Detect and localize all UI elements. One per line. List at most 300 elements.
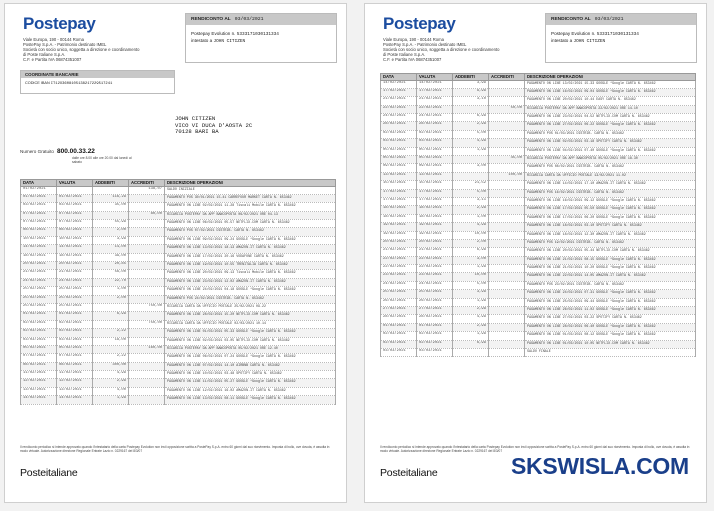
table-row <box>381 323 696 331</box>
transactions-table: DATA VALUTA ADDEBITI ACCREDITI DESCRIZIONE OPERAZIONI 14/02/2021 14/02/2021 3,99 PAGAMENTO ON LINE 13/02/2021 15.33 GOOGLE *Google CARTA N. 653462 17/02/2021 17/02/2021 9,99 PAGAMENTO ON LINE 16/02/2021 09.04 GOOGLE *Google CARTA N. 653462 21/02/2021 21/02/2021 3,10 PAGAMENTO ON LINE 20/02/2021 10.44 EASY CARTA N. 653462 22/02/2021 22/02/2021 50,00 RICARICA POSTEPAY DA APP BANCOPOSTA 22/02/2021 ORE 14.10 24/02/2021 24/02/2021 6,99 PAGAMENTO ON LINE 23/02/2021 04.52 NETFLIX.COM CARTA N. 653462 28/02/2021 28/02/2021 2,99 PAGAMENTO ON LINE 27/02/2021 06.22 GOOGLE *Google CARTA N. 653462 02/03/2021 02/03/2021 5,00 PAGAMENTO POS 01/03/2021 DISTRIB. CARTA N. 653462 03/03/2021 03/03/2021 4,99 PAGAMENTO ON LINE 02/03/2021 03.18 SPOTIFY CARTA N. 653462 05/02/2021 05/02/2021 1,99 PAGAMENTO ON LINE 04/02/2021 07.40 GOOGLE *Google CARTA N. 653462 05/02/2021 05/02/2021 45,00 RICARICA POSTEPAY DA APP BANCOPOSTA 05/02/2021 ORE 18.30 09/02/2021 09/02/2021 3,00 PAGAMENTO POS 08/02/2021 DISTRIB. CARTA N. 653462 13/02/2021 13/02/2021 100,00 RICARICA CARTA DA UFFICIO POSTALE 13/02/2021 11.02 15/02/2021 15/02/2021 21,52 PAGAMENTO ON LINE 14/02/2021 17.10 AMAZON.IT CARTA N. 653462 17/02/2021 17/02/2021 5,00 PAGAMENTO POS 16/02/2021 DISTRIB. CARTA N. 653462 17/02/2021 17/02/2021 3,11 PAGAMENTO ON LINE 16/02/2021 09.12 GOOGLE *Google CARTA N. 653462 18/02/2021 18/02/2021 2,99 PAGAMENTO ON LINE 17/02/2021 05.50 GOOGLE *Google CARTA N. 653462 18/02/2021 18/02/2021 1,00 PAGAMENTO ON LINE 17/02/2021 06.20 GOOGLE *Google CARTA N. 653462 19/02/2021 19/02/2021 4,99 PAGAMENTO ON LINE 18/02/2021 03.10 SPOTIFY CARTA N. 653462 19/02/2021 19/02/2021 10,00 PAGAMENTO ON LINE 18/02/2021 12.30 AMAZON.IT CARTA N. 653462 20/02/2021 20/02/2021 2,00 PAGAMENTO POS 19/02/2021 DISTRIB. CARTA N. 653462 21/02/2021 21/02/2021 6,99 PAGAMENTO ON LINE 20/02/2021 05.44 NETFLIX.COM CARTA N. 653462 22/02/2021 22/02/2021 3,00 PAGAMENTO ON LINE 21/02/2021 08.15 GOOGLE *Google CARTA N. 653462 22/02/2021 22/02/2021 1,99 PAGAMENTO ON LINE 21/02/2021 10.20 GOOGLE *Google CARTA N. 653462 23/02/2021 23/02/2021 10,00 PAGAMENTO ON LINE 22/02/2021 14.05 AMAZON.IT CARTA N. 653462 24/02/2021 24/02/2021 5,00 PAGAMENTO POS 23/02/2021 DISTRIB. CARTA N. 653462 25/02/2021 25/02/2021 3,99 PAGAMENTO ON LINE 24/02/2021 07.31 GOOGLE *Google CARTA N. 653462 26/02/2021 26/02/2021 1,99 PAGAMENTO ON LINE 25/02/2021 09.44 GOOGLE *Google CARTA N. 653462 27/02/2021 27/02/2021 2,99 PAGAMENTO ON LINE 26/02/2021 11.02 GOOGLE *Google CARTA N. 653462 28/02/2021 28/02/2021 4,99 PAGAMENTO ON LINE 27/02/2021 03.22 SPOTIFY CARTA N. 653462 01/03/2021 01/03/2021 2,99 PAGAMENTO ON LINE 28/02/2021 06.40 GOOGLE *Google CARTA N. 653462 02/03/2021 02/03/2021 1,99 PAGAMENTO ON LINE 01/03/2021 08.12 GOOGLE *Google CARTA N. 653462 02/03/2021 02/03/2021 6,99 PAGAMENTO ON LINE 01/03/2021 10.05 NETFLIX.COM CARTA N. 653462 03/03/2021 03/03/2021 SALDO FINALE <box>380 73 696 357</box>
table-row <box>381 197 696 205</box>
value-date-cell: 19/02/2021 <box>417 223 453 231</box>
date-cell: 25/02/2021 <box>21 295 57 303</box>
description-cell: PAGAMENTO ON LINE 04/02/2021 07.40 GOOGLE *Google CARTA N. 653462 <box>525 147 696 155</box>
credit-cell <box>489 130 525 138</box>
debit-cell: 3,00 <box>453 164 489 172</box>
description-cell: PAGAMENTO ON LINE 27/02/2021 03.22 SPOTIFY CARTA N. 653462 <box>525 315 696 323</box>
value-date-cell: 24/02/2021 <box>417 114 453 122</box>
credit-cell <box>489 147 525 155</box>
value-date-cell: 05/02/2021 <box>417 156 453 164</box>
value-date-cell: 07/02/2021 <box>57 211 93 219</box>
value-date-cell: 28/02/2021 <box>417 122 453 130</box>
credit-cell <box>489 189 525 197</box>
value-date-cell: 20/02/2021 <box>417 239 453 247</box>
debit-cell: 20,85 <box>93 262 129 270</box>
table-row <box>21 211 336 219</box>
credit-cell <box>489 97 525 105</box>
table-row <box>381 114 696 122</box>
value-date-cell: 28/02/2021 <box>417 315 453 323</box>
description-cell: PAGAMENTO ON LINE 28/02/2021 06.40 GOOGLE *Google CARTA N. 653462 <box>525 323 696 331</box>
table-row <box>381 164 696 172</box>
statement-page-1 <box>4 3 347 503</box>
credit-cell <box>129 354 165 362</box>
date-cell: 21/02/2021 <box>381 97 417 105</box>
date-cell: 19/02/2021 <box>381 223 417 231</box>
debit-cell: 22,70 <box>93 278 129 286</box>
debit-cell: 4,99 <box>93 371 129 379</box>
value-date-cell: 19/02/2021 <box>417 231 453 239</box>
table-row <box>21 387 336 395</box>
table-row <box>21 329 336 337</box>
credit-cell <box>129 262 165 270</box>
date-cell: 21/02/2021 <box>21 270 57 278</box>
date-cell: 08/02/2021 <box>21 228 57 236</box>
value-date-cell: 11/02/2021 <box>57 371 93 379</box>
credit-cell <box>129 329 165 337</box>
credit-cell: 750,00 <box>129 303 165 311</box>
debit-cell <box>93 320 129 328</box>
description-cell: PAGAMENTO ON LINE 01/03/2021 10.05 NETFLIX.COM CARTA N. 653462 <box>525 340 696 348</box>
table-row <box>381 239 696 247</box>
debit-cell: 6,99 <box>453 248 489 256</box>
credit-cell <box>489 231 525 239</box>
debit-cell: 2,22 <box>93 329 129 337</box>
debit-cell: 10,00 <box>453 273 489 281</box>
value-date-cell: 02/03/2021 <box>417 130 453 138</box>
credit-cell <box>129 387 165 395</box>
credit-cell <box>489 122 525 130</box>
description-cell: PAGAMENTO ON LINE 27/02/2021 06.22 GOOGLE *Google CARTA N. 653462 <box>525 122 696 130</box>
value-date-cell: 10/02/2021 <box>57 236 93 244</box>
date-cell: 03/03/2021 <box>381 349 417 357</box>
table-row <box>381 273 696 281</box>
value-date-cell: 03/03/2021 <box>417 139 453 147</box>
credit-cell <box>489 223 525 231</box>
value-date-cell: 07/02/2021 <box>57 354 93 362</box>
table-row <box>381 340 696 348</box>
table-row <box>381 80 696 88</box>
credit-cell <box>489 340 525 348</box>
credit-cell <box>489 206 525 214</box>
date-cell: 18/02/2021 <box>381 214 417 222</box>
credit-cell <box>129 287 165 295</box>
table-row <box>21 362 336 370</box>
description-cell: RICARICA POSTEPAY DA APP BANCOPOSTA 06/02/2021 ORE 04.13 <box>165 211 336 219</box>
description-cell: PAGAMENTO ON LINE 26/02/2021 11.02 GOOGLE *Google CARTA N. 653462 <box>525 307 696 315</box>
table-row <box>21 236 336 244</box>
table-row <box>381 181 696 189</box>
credit-cell <box>489 315 525 323</box>
description-cell: PAGAMENTO ON LINE 20/02/2021 10.44 EASY CARTA N. 653462 <box>525 97 696 105</box>
table-row <box>21 203 336 211</box>
table-row <box>381 315 696 323</box>
description-cell: PAGAMENTO ON LINE 16/02/2021 09.12 GOOGLE *Google CARTA N. 653462 <box>525 197 696 205</box>
date-cell: 17/02/2021 <box>381 197 417 205</box>
value-date-cell: 22/02/2021 <box>417 105 453 113</box>
credit-cell <box>129 278 165 286</box>
table-row <box>381 147 696 155</box>
iban-value: IT12X3608105138217229517241 <box>50 82 113 86</box>
credit-cell <box>129 203 165 211</box>
debit-cell: 2,00 <box>93 295 129 303</box>
value-date-cell: 25/02/2021 <box>57 303 93 311</box>
date-cell: 24/02/2021 <box>21 278 57 286</box>
value-date-cell: 14/02/2021 <box>57 245 93 253</box>
description-cell: PAGAMENTO ON LINE 23/02/2021 04.52 NETFLIX.COM CARTA N. 653462 <box>525 114 696 122</box>
credit-cell <box>489 214 525 222</box>
credit-cell <box>489 197 525 205</box>
credit-cell <box>129 337 165 345</box>
table-row <box>21 253 336 261</box>
value-date-cell: 26/02/2021 <box>417 298 453 306</box>
credit-cell <box>489 349 525 357</box>
debit-cell: 3,99 <box>453 290 489 298</box>
date-cell: 01/03/2021 <box>381 323 417 331</box>
holder-address: JOHN CITIZEN VICO VI DUCA D'AOSTA 2C 70128 BARI BA <box>175 115 253 136</box>
value-date-cell: 18/02/2021 <box>417 214 453 222</box>
value-date-cell: 13/02/2021 <box>417 172 453 180</box>
value-date-cell: 03/03/2021 <box>417 349 453 357</box>
debit-cell: 2,99 <box>453 122 489 130</box>
credit-cell <box>489 181 525 189</box>
value-date-cell: 02/03/2021 <box>417 332 453 340</box>
credit-cell <box>129 295 165 303</box>
value-date-cell: 07/02/2021 <box>57 220 93 228</box>
credit-cell <box>489 88 525 96</box>
description-cell: RICARICA CARTA DA UFFICIO POSTALE 02/03/2021 10.14 <box>165 320 336 328</box>
debit-cell: 6,99 <box>453 114 489 122</box>
date-cell: 13/02/2021 <box>21 387 57 395</box>
value-date-cell: 25/02/2021 <box>57 287 93 295</box>
debit-cell: 1,00 <box>93 287 129 295</box>
description-cell: PAGAMENTO ON LINE 20/02/2021 09.13 Tiscali Mobile CARTA N. 653462 <box>165 270 336 278</box>
bank-info: Viale Europa, 190 - 00144 Roma PostePay S.p.A. - Patrimonio destinato IMEL Società con socio unico, soggetta a direzione e coordinamento di Poste Italiane S.p.A. C.F. e Partita IVA 06874351007 <box>23 37 140 63</box>
date-cell: 28/02/2021 <box>381 315 417 323</box>
description-cell: PAGAMENTO ON LINE 10/02/2021 03.48 SPOTIFY CARTA N. 653462 <box>165 371 336 379</box>
debit-cell: 2,00 <box>93 228 129 236</box>
description-cell: PAGAMENTO ON LINE 24/02/2021 07.31 GOOGLE *Google CARTA N. 653462 <box>525 290 696 298</box>
credit-cell <box>489 80 525 88</box>
credit-cell <box>489 307 525 315</box>
debit-cell: 3,10 <box>453 97 489 105</box>
credit-cell <box>129 371 165 379</box>
debit-cell: 1,99 <box>93 396 129 404</box>
date-cell: 01/02/2021 <box>21 194 57 202</box>
value-date-cell: 03/03/2021 <box>57 337 93 345</box>
date-cell: 01/02/2021 <box>21 186 57 194</box>
description-cell: RICARICA POSTEPAY DA APP BANCOPOSTA 05/02/2021 ORE 18.30 <box>525 156 696 164</box>
table-row <box>381 156 696 164</box>
postepay-logo: Postepay <box>23 14 96 33</box>
value-date-cell: 08/02/2021 <box>57 362 93 370</box>
bank-coordinates: COORDINATE BANCARIE CODICE IBAN IT12X3608105138217229517241 <box>20 70 175 94</box>
credit-cell <box>489 139 525 147</box>
table-row <box>21 270 336 278</box>
table-row <box>381 281 696 289</box>
debit-cell <box>93 303 129 311</box>
description-cell: RICARICA CARTA DA UFFICIO POSTALE 25/02/2021 09.22 <box>165 303 336 311</box>
description-cell: PAGAMENTO ON LINE 20/02/2021 05.44 NETFLIX.COM CARTA N. 653462 <box>525 248 696 256</box>
table-row <box>381 139 696 147</box>
date-cell: 25/02/2021 <box>21 303 57 311</box>
description-cell: PAGAMENTO ON LINE 13/02/2021 15.33 GOOGLE *Google CARTA N. 653462 <box>525 80 696 88</box>
table-row <box>381 206 696 214</box>
debit-cell: 4,99 <box>453 223 489 231</box>
date-cell: 09/02/2021 <box>381 164 417 172</box>
credit-cell <box>489 290 525 298</box>
value-date-cell: 01/02/2021 <box>57 194 93 202</box>
date-cell: 27/02/2021 <box>381 307 417 315</box>
date-cell: 17/02/2021 <box>381 189 417 197</box>
value-date-cell: 05/02/2021 <box>57 345 93 353</box>
debit-cell <box>453 172 489 180</box>
debit-cell <box>93 211 129 219</box>
description-cell: PAGAMENTO ON LINE 07/02/2021 14.10 AIRBNB CARTA N. 653462 <box>165 362 336 370</box>
description-cell: PAGAMENTO POS 19/02/2021 DISTRIB. CARTA N. 653462 <box>525 239 696 247</box>
debit-cell: 2,22 <box>93 354 129 362</box>
table-row <box>381 223 696 231</box>
date-cell: 13/02/2021 <box>381 172 417 180</box>
posteitaliane-logo: Posteitaliane <box>380 467 438 479</box>
description-cell: SALDO FINALE <box>525 349 696 357</box>
date-cell: 20/02/2021 <box>381 239 417 247</box>
value-date-cell: 22/02/2021 <box>417 265 453 273</box>
table-row <box>381 88 696 96</box>
toll-free-number: Numero Gratuito 800.00.33.22 dalle ore 8.00 alle ore 20.00 dal lunedì al sabato <box>20 148 132 164</box>
date-cell: 23/02/2021 <box>381 273 417 281</box>
date-cell: 21/02/2021 <box>381 248 417 256</box>
credit-cell: 160,00 <box>129 345 165 353</box>
date-cell: 14/02/2021 <box>21 245 57 253</box>
debit-cell: 3,99 <box>453 80 489 88</box>
value-date-cell: 20/02/2021 <box>57 262 93 270</box>
table-row <box>381 290 696 298</box>
value-date-cell: 15/02/2021 <box>417 181 453 189</box>
credit-cell <box>489 323 525 331</box>
table-row <box>21 303 336 311</box>
credit-cell <box>129 228 165 236</box>
credit-cell: 750,00 <box>129 320 165 328</box>
footnote: Il rendiconto periodico si intende approvato quando l'intestatario della carta Postepay Evolution non invii opposizione scritta a PostePay S.p.A. entro 60 giorni dal suo ricevimento. Imposta di bollo, ove dovuta, è assolta in modo virtuale. Autorizzazione direzione Regionale Entrate Lazio n. 0229167 del 8/3/07 <box>380 445 690 453</box>
debit-cell: 2,99 <box>453 307 489 315</box>
debit-cell: 18,00 <box>93 337 129 345</box>
description-cell: PAGAMENTO ON LINE 18/02/2021 12.30 AMAZON.IT CARTA N. 653462 <box>525 231 696 239</box>
credit-cell <box>489 239 525 247</box>
debit-cell: 56,00 <box>93 270 129 278</box>
description-cell: PAGAMENTO ON LINE 23/02/2021 12.02 AMAZON.IT CARTA N. 653462 <box>165 278 336 286</box>
debit-cell: 1,99 <box>453 332 489 340</box>
date-cell: 15/02/2021 <box>381 181 417 189</box>
credit-cell <box>129 270 165 278</box>
table-row <box>21 345 336 353</box>
postepay-logo: Postepay <box>383 14 456 33</box>
table-row <box>21 220 336 228</box>
date-cell: 02/03/2021 <box>21 329 57 337</box>
description-cell: PAGAMENTO ON LINE 13/02/2021 18.13 AMAZON.IT CARTA N. 653462 <box>165 245 336 253</box>
credit-cell <box>129 220 165 228</box>
table-row <box>381 122 696 130</box>
table-row <box>21 262 336 270</box>
value-date-cell: 01/03/2021 <box>57 312 93 320</box>
description-cell: RICARICA POSTEPAY DA APP BANCOPOSTA 22/02/2021 ORE 14.10 <box>525 105 696 113</box>
description-cell: PAGAMENTO ON LINE 11/02/2021 05.27 GOOGLE *Google CARTA N. 653462 <box>165 379 336 387</box>
table-row <box>381 130 696 138</box>
value-date-cell: 08/02/2021 <box>57 228 93 236</box>
description-cell: PAGAMENTO ON LINE 02/03/2021 03.05 NETFLIX.COM CARTA N. 653462 <box>165 337 336 345</box>
description-cell: PAGAMENTO ON LINE 01/03/2021 05.33 GOOGLE *Google CARTA N. 653462 <box>165 329 336 337</box>
value-date-cell: 18/02/2021 <box>57 253 93 261</box>
debit-cell: 2,99 <box>453 323 489 331</box>
date-cell: 07/02/2021 <box>21 354 57 362</box>
description-cell: PAGAMENTO ON LINE 21/02/2021 08.15 GOOGLE *Google CARTA N. 653462 <box>525 256 696 264</box>
value-date-cell: 22/02/2021 <box>417 256 453 264</box>
table-row <box>21 396 336 404</box>
credit-cell <box>489 281 525 289</box>
credit-cell <box>129 245 165 253</box>
table-row <box>21 371 336 379</box>
debit-cell: 9,99 <box>453 88 489 96</box>
value-date-cell: 05/02/2021 <box>417 147 453 155</box>
value-date-cell: 17/02/2021 <box>417 197 453 205</box>
value-date-cell: 24/02/2021 <box>57 278 93 286</box>
credit-cell: 45,00 <box>489 156 525 164</box>
value-date-cell: 27/02/2021 <box>417 307 453 315</box>
date-cell: 02/03/2021 <box>381 332 417 340</box>
debit-cell: 10,00 <box>453 231 489 239</box>
debit-cell: 4,99 <box>453 315 489 323</box>
debit-cell: 39,00 <box>93 253 129 261</box>
description-cell: PAGAMENTO ON LINE 18/02/2021 03.10 SPOTIFY CARTA N. 653462 <box>525 223 696 231</box>
description-cell: PAGAMENTO ON LINE 21/02/2021 10.20 GOOGLE *Google CARTA N. 653462 <box>525 265 696 273</box>
date-cell: 02/03/2021 <box>381 130 417 138</box>
credit-cell: 138,07 <box>129 186 165 194</box>
debit-cell: 5,00 <box>453 281 489 289</box>
value-date-cell: 25/02/2021 <box>57 295 93 303</box>
date-cell: 08/02/2021 <box>21 362 57 370</box>
date-cell: 22/02/2021 <box>381 105 417 113</box>
date-cell: 07/02/2021 <box>21 220 57 228</box>
date-cell: 10/02/2021 <box>21 236 57 244</box>
description-cell: PAGAMENTO ON LINE 02/02/2021 11.28 Tiscali Mobile CARTA N. 653462 <box>165 203 336 211</box>
value-date-cell: 02/03/2021 <box>57 320 93 328</box>
table-row <box>381 298 696 306</box>
debit-cell: 3,11 <box>453 197 489 205</box>
credit-cell: 100,00 <box>489 172 525 180</box>
value-date-cell: 14/02/2021 <box>417 80 453 88</box>
table-row <box>21 337 336 345</box>
description-cell: PAGAMENTO ON LINE 13/02/2021 08.11 GOOGLE *Google CARTA N. 653462 <box>165 396 336 404</box>
bank-info: Viale Europa, 190 - 00144 Roma PostePay S.p.A. - Patrimonio destinato IMEL Società con socio unico, soggetta a direzione e coordinamento di Poste Italiane S.p.A. C.F. e Partita IVA 06874351007 <box>383 37 500 63</box>
table-row <box>381 231 696 239</box>
debit-cell: 3,00 <box>453 256 489 264</box>
value-date-cell: 02/03/2021 <box>417 340 453 348</box>
debit-cell <box>453 105 489 113</box>
debit-cell: 14,00 <box>93 245 129 253</box>
debit-cell <box>93 345 129 353</box>
debit-cell: 116,29 <box>93 194 129 202</box>
value-date-cell: 12/02/2021 <box>57 379 93 387</box>
description-cell: PAGAMENTO ON LINE 09/02/2021 09.24 GOOGLE *Google CARTA N. 653462 <box>165 236 336 244</box>
table-row <box>21 278 336 286</box>
debit-cell: 1,99 <box>453 265 489 273</box>
date-cell: 03/03/2021 <box>381 139 417 147</box>
credit-cell <box>129 194 165 202</box>
credit-cell <box>129 312 165 320</box>
date-cell: 19/02/2021 <box>381 231 417 239</box>
date-cell: 03/03/2021 <box>21 337 57 345</box>
debit-cell: 1,00 <box>453 214 489 222</box>
table-row <box>21 379 336 387</box>
credit-cell <box>489 248 525 256</box>
credit-cell <box>489 265 525 273</box>
debit-cell: 5,00 <box>453 189 489 197</box>
date-cell: 11/02/2021 <box>21 371 57 379</box>
description-cell: PAGAMENTO ON LINE 06/02/2021 05.57 NETFLIX.COM CARTA N. 653462 <box>165 220 336 228</box>
credit-cell <box>489 114 525 122</box>
debit-cell <box>453 349 489 357</box>
debit-cell: 4,99 <box>453 139 489 147</box>
table-row <box>21 287 336 295</box>
description-cell: PAGAMENTO POS 08/02/2021 DISTRIB. CARTA N. 653462 <box>525 164 696 172</box>
value-date-cell: 24/02/2021 <box>417 281 453 289</box>
date-cell: 28/02/2021 <box>381 122 417 130</box>
debit-cell: 2,99 <box>453 206 489 214</box>
value-date-cell: 18/02/2021 <box>417 206 453 214</box>
date-cell: 07/02/2021 <box>21 211 57 219</box>
statement-page-2 <box>364 3 707 503</box>
debit-cell: 4,00 <box>93 387 129 395</box>
date-cell: 22/02/2021 <box>381 265 417 273</box>
value-date-cell: 09/02/2021 <box>417 164 453 172</box>
description-cell: PAGAMENTO POS 23/02/2021 DISTRIB. CARTA N. 653462 <box>525 281 696 289</box>
description-cell: PAGAMENTO POS 16/02/2021 DISTRIB. CARTA N. 653462 <box>525 189 696 197</box>
credit-cell <box>129 396 165 404</box>
description-cell: PAGAMENTO POS 07/02/2021 DISTRIB. CARTA N. 653462 <box>165 228 336 236</box>
table-row <box>381 248 696 256</box>
table-row <box>381 307 696 315</box>
debit-cell: 6,99 <box>453 340 489 348</box>
credit-cell: 50,00 <box>489 105 525 113</box>
value-date-cell: 21/02/2021 <box>417 97 453 105</box>
date-cell: 05/02/2021 <box>381 147 417 155</box>
value-date-cell: 13/02/2021 <box>57 387 93 395</box>
value-date-cell: 17/02/2021 <box>417 189 453 197</box>
value-date-cell: 01/03/2021 <box>417 323 453 331</box>
credit-cell <box>489 298 525 306</box>
description-cell: PAGAMENTO ON LINE 12/02/2021 16.02 AMAZON.IT CARTA N. 653462 <box>165 387 336 395</box>
table-row <box>21 186 336 194</box>
debit-cell: 300,00 <box>93 362 129 370</box>
table-row <box>21 295 336 303</box>
description-cell: PAGAMENTO ON LINE 01/03/2021 08.12 GOOGLE *Google CARTA N. 653462 <box>525 332 696 340</box>
value-date-cell: 17/02/2021 <box>417 88 453 96</box>
date-cell: 22/02/2021 <box>381 256 417 264</box>
description-cell: PAGAMENTO ON LINE 22/02/2021 14.05 AMAZON.IT CARTA N. 653462 <box>525 273 696 281</box>
description-cell: PAGAMENTO POS 01/03/2021 DISTRIB. CARTA N. 653462 <box>525 130 696 138</box>
table-row <box>21 312 336 320</box>
date-cell: 12/02/2021 <box>21 379 57 387</box>
debit-cell: 5,00 <box>453 130 489 138</box>
credit-cell <box>129 253 165 261</box>
transactions-table: DATA VALUTA ADDEBITI ACCREDITI DESCRIZIONE OPERAZIONI 01/02/2021 138,07 SALDO INIZIALE 01/02/2021 01/02/2021 116,29 PAGAMENTO POS 30/01/2021 15.41 CARREFOUR MARKET CARTA N. 653462 03/02/2021 03/02/2021 35,00 PAGAMENTO ON LINE 02/02/2021 11.28 Tiscali Mobile CARTA N. 653462 07/02/2021 07/02/2021 80,00 RICARICA POSTEPAY DA APP BANCOPOSTA 06/02/2021 ORE 04.13 07/02/2021 07/02/2021 55,99 PAGAMENTO ON LINE 06/02/2021 05.57 NETFLIX.COM CARTA N. 653462 08/02/2021 08/02/2021 2,00 PAGAMENTO POS 07/02/2021 DISTRIB. CARTA N. 653462 10/02/2021 10/02/2021 3,99 PAGAMENTO ON LINE 09/02/2021 09.24 GOOGLE *Google CARTA N. 653462 14/02/2021 14/02/2021 14,00 PAGAMENTO ON LINE 13/02/2021 18.13 AMAZON.IT CARTA N. 653462 18/02/2021 18/02/2021 39,00 PAGAMENTO ON LINE 17/02/2021 20.16 VODAFONE CARTA N. 653462 20/02/2021 20/02/2021 20,85 PAGAMENTO ON LINE 19/02/2021 10.55 TRENITALIA CARTA N. 653462 21/02/2021 21/02/2021 56,00 PAGAMENTO ON LINE 20/02/2021 09.13 Tiscali Mobile CARTA N. 653462 24/02/2021 24/02/2021 22,70 PAGAMENTO ON LINE 23/02/2021 12.02 AMAZON.IT CARTA N. 653462 25/02/2021 25/02/2021 1,00 PAGAMENTO ON LINE 24/02/2021 04.18 GOOGLE *Google CARTA N. 653462 25/02/2021 25/02/2021 2,00 PAGAMENTO POS 24/02/2021 DISTRIB. CARTA N. 653462 25/02/2021 25/02/2021 750,00 RICARICA CARTA DA UFFICIO POSTALE 25/02/2021 09.22 01/03/2021 01/03/2021 6,99 PAGAMENTO ON LINE 28/02/2021 15.20 NETFLIX.COM CARTA N. 653462 02/03/2021 02/03/2021 750,00 RICARICA CARTA DA UFFICIO POSTALE 02/03/2021 10.14 02/03/2021 02/03/2021 2,22 PAGAMENTO ON LINE 01/03/2021 05.33 GOOGLE *Google CARTA N. 653462 03/03/2021 03/03/2021 18,00 PAGAMENTO ON LINE 02/03/2021 03.05 NETFLIX.COM CARTA N. 653462 05/02/2021 05/02/2021 160,00 RICARICA POSTEPAY DA APP BANCOPOSTA 05/02/2021 ORE 12.40 07/02/2021 07/02/2021 2,22 PAGAMENTO ON LINE 06/02/2021 07.24 GOOGLE *Google CARTA N. 653462 08/02/2021 08/02/2021 300,00 PAGAMENTO ON LINE 07/02/2021 14.10 AIRBNB CARTA N. 653462 11/02/2021 11/02/2021 4,99 PAGAMENTO ON LINE 10/02/2021 03.48 SPOTIFY CARTA N. 653462 12/02/2021 12/02/2021 2,99 PAGAMENTO ON LINE 11/02/2021 05.27 GOOGLE *Google CARTA N. 653462 13/02/2021 13/02/2021 4,00 PAGAMENTO ON LINE 12/02/2021 16.02 AMAZON.IT CARTA N. 653462 14/02/2021 14/02/2021 1,99 PAGAMENTO ON LINE 13/02/2021 08.11 GOOGLE *Google CARTA N. 653462 <box>20 179 336 405</box>
statement-header-box: RENDICONTO AL 03/03/2021 Postepay Evolution n. 5333171030131334 intestato a JOHN CITIZEN <box>185 13 337 63</box>
description-cell: PAGAMENTO POS 24/02/2021 DISTRIB. CARTA N. 653462 <box>165 295 336 303</box>
debit-cell <box>93 186 129 194</box>
table-row <box>21 354 336 362</box>
date-cell: 25/02/2021 <box>381 290 417 298</box>
value-date-cell: 25/02/2021 <box>417 290 453 298</box>
